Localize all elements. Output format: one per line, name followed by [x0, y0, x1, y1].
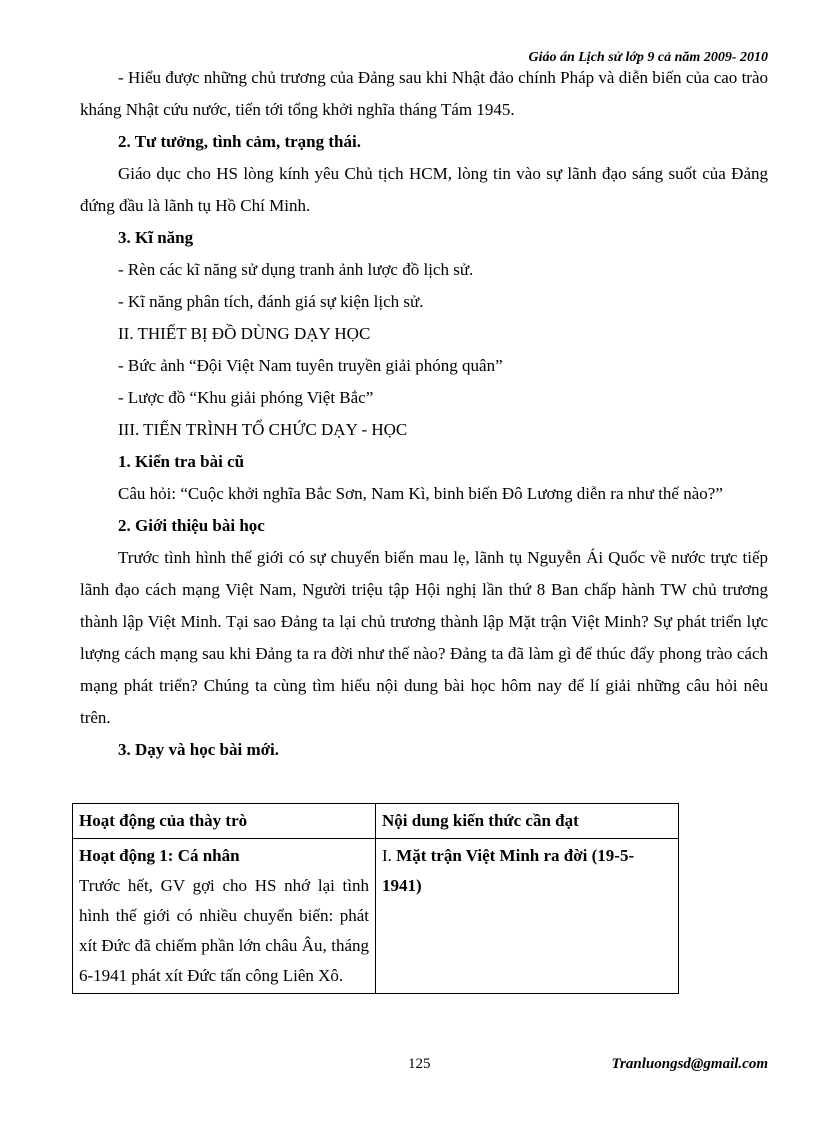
section-heading: 3. Kĩ năng: [118, 228, 194, 247]
paragraph: Câu hỏi: “Cuộc khởi nghĩa Bắc Sơn, Nam Kì, binh biến Đô Lương diễn ra như thế nào?”: [118, 484, 723, 503]
content-title: Mặt trận Việt Minh ra đời (19-5-1941): [382, 846, 635, 895]
footer-email: Tranluongsd@gmail.com: [611, 1056, 768, 1072]
section-heading: 2. Tư tưởng, tình cảm, trạng thái.: [118, 132, 361, 151]
paragraph: Giáo dục cho HS lòng kính yêu Chủ tịch HCM, lòng tin vào sự lãnh đạo sáng suốt của Đảng đứng đầu là lãnh tụ Hồ Chí Minh.: [80, 164, 768, 215]
paragraph: - Kĩ năng phân tích, đánh giá sự kiện lịch sử.: [118, 292, 424, 311]
table-row: [73, 839, 679, 994]
section-title: II. THIẾT BỊ ĐỒ DÙNG DẠY HỌC: [118, 324, 371, 343]
section-heading: 2. Giới thiệu bài học: [118, 516, 265, 535]
table-header-row: [73, 804, 679, 839]
section-heading: 1. Kiển tra bài cũ: [118, 452, 245, 471]
header-title: Giáo án Lịch sử lớp 9 cả năm 2009- 2010: [528, 50, 768, 65]
section-heading: 3. Dạy và học bài mới.: [118, 740, 280, 759]
activity-text: Trước hết, GV gợi cho HS nhớ lại tình hình thế giới có nhiều chuyển biến: phát xít Đức đã chiếm phần lớn châu Âu, tháng 6-1941 phát xít Đức tấn công Liên Xô.: [79, 876, 369, 985]
section-title: III. TIẾN TRÌNH TỔ CHỨC DẠY - HỌC: [118, 420, 408, 439]
table-header-cell: Nội dung kiến thức cần đạt: [376, 804, 679, 839]
document-body: [80, 62, 768, 766]
content-prefix: I.: [382, 846, 397, 865]
table-cell: [73, 839, 376, 994]
paragraph: - Rèn các kĩ năng sử dụng tranh ảnh lược đồ lịch sử.: [118, 260, 474, 279]
paragraph: Trước tình hình thế giới có sự chuyển biến mau lẹ, lãnh tụ Nguyễn Ái Quốc về nước trực tiếp lãnh đạo cách mạng Việt Nam, Người triệu tập Hội nghị lần thứ 8 Ban chấp hành TW chủ trương thành lập Việt Minh. Tại sao Đảng ta lại chủ trương thành lập Mặt trận Việt Minh? Sự phát triển lực lượng cách mạng sau khi Đảng ta ra đời như thế nào? Đảng ta đã làm gì để thúc đẩy phong trào cách mạng phát triển? Chúng ta cùng tìm hiểu nội dung bài học hôm nay để lí giải những câu hỏi nêu trên.: [80, 548, 768, 727]
paragraph: - Bức ảnh “Đội Việt Nam tuyên truyền giải phóng quân”: [118, 356, 503, 375]
activity-title: Hoạt động 1: Cá nhân: [79, 846, 240, 865]
paragraph: - Lược đồ “Khu giải phóng Việt Bắc”: [118, 388, 374, 407]
page-number: 125: [408, 1056, 431, 1072]
lesson-table: [72, 803, 679, 994]
paragraph: - Hiểu được những chủ trương của Đảng sau khi Nhật đảo chính Pháp và diễn biến của cao trào kháng Nhật cứu nước, tiến tới tổng khởi nghĩa tháng Tám 1945.: [80, 68, 768, 119]
table-header-cell: Hoạt động của thày trò: [73, 804, 376, 839]
table-cell: [376, 839, 679, 994]
